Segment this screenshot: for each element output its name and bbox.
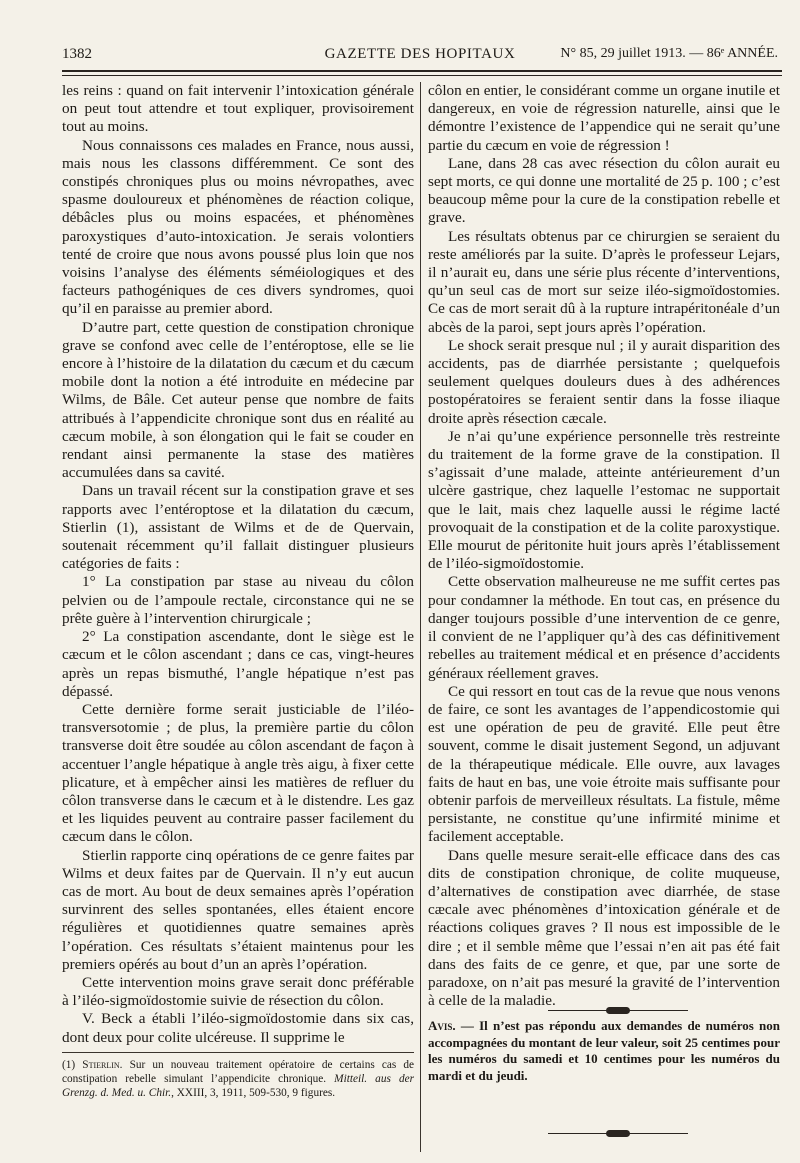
paragraph: Ce qui ressort en tout cas de la revue que nous venons de faire, ce sont les avantages de l’appendicostomie qui est une opération de peu de gravité. Elle peut être souvent, comme le disait justement Segond, un adjuvant de la thérapeutique médicale. Elle ouvre, aux lavages faits de haut en bas, une voie étroite mais suffisante pour obtenir parfois de merveilleux résultats. La fistule, même persistante, ne constitue qu’une infirmité minime et facilement acceptable. xyxy=(428,682,780,846)
paragraph: Lane, dans 28 cas avec résection du côlon aurait eu sept morts, ce qui donne une mortalité de 25 p. 100 ; c’est beaucoup même pour la cure de la constipation rebelle et grave. xyxy=(428,154,780,227)
footnote: (1) Stierlin. Sur un nouveau traitement opératoire de certains cas de constipation rebelle simulant l’appendicite chronique. Mitteil. aus der Grenzg. d. Med. u. Chir., XXIII, 3, 1911, 509-530, 9 figures. xyxy=(62,1059,415,1100)
header-rule-thick xyxy=(62,70,782,72)
paragraph: D’autre part, cette question de constipation chronique grave se confond avec celle de l’entéroptose, elle se lie encore à l’histoire de la dilatation du cæcum et du cæcum mobile dont la notion a été introduite en médecine par Wilms, de Bâle. Cet auteur pense que nombre de faits attribués à l’appendicite chronique sont dus en réalité au cæcum mobile, à son élongation qui le fait se couder en rendant ainsi permanente la stase des matières accumulées dans sa cavité. xyxy=(62,318,414,482)
paragraph: Le shock serait presque nul ; il y aurait disparition des accidents, pas de diarrhée persistante ; quelquefois seulement quelques douleurs dues à des adhérences postopératoires se feraient sentir dans la fosse iliaque droite après résection cæcale. xyxy=(428,336,780,427)
paragraph: 2° La constipation ascendante, dont le siège est le cæcum et le côlon ascendant ; dans ce cas, vingt-heures après un repas bismuthé, l’angle hépatique n’est pas dépassé. xyxy=(62,628,414,700)
column-divider xyxy=(420,82,421,1152)
paragraph: Stierlin rapporte cinq opérations de ce genre faites par Wilms et deux faites par de Quervain. Il n’y eut aucun cas de mort. Au bout de deux semaines après l’opération survinrent des selles spontanées, elles étaient encore régulières et quotidiennes quatre semaines après l’opération. Ces résultats s’étaient maintenus pour les premiers opérés au bout d’un an après l’opération. xyxy=(62,846,414,973)
paragraph: Les résultats obtenus par ce chirurgien se seraient du reste améliorés par la suite. D’après le professeur Lejars, il n’aurait eu, dans une série plus récente d’interventions, qu’un seul cas de mort sur seize iléo-sigmoïdostomies. Ce cas de mort serait dû à la rupture intrapéritonéale d’un abcès de la paroi, sept jours après l’opération. xyxy=(428,227,780,336)
footnote-rule xyxy=(62,1052,414,1053)
paragraph: côlon en entier, le considérant comme un organe inutile et dangereux, en voie de régression naturelle, ainsi que le démontre l’existence de l’appendice qui ne serait qu’une partie du cæcum en voie de régression ! xyxy=(428,82,780,154)
page-number: 1382 xyxy=(62,46,92,62)
ornament-dot xyxy=(606,1007,630,1014)
end-ornament xyxy=(548,1130,688,1138)
paragraph: Nous connaissons ces malades en France, nous aussi, mais nous les classons différemment. Ce sont des constipés chroniques plus ou moins névropathes, avec spasme douloureux et phénomènes de réaction colique, débâcles plus ou moins espacées, et phénomènes paroxystiques d’auto-intoxication. Je serais volontiers tenté de croire que nous avons poussé plus loin que nos voisins l’analyse des éléments séméiologiques et des facteurs pathogéniques de ces divers syndromes, quoi qu’il en paraisse au premier abord. xyxy=(62,136,414,318)
header-rule-thin xyxy=(62,75,782,76)
paragraph: 1° La constipation par stase au niveau du côlon pelvien ou de l’ampoule rectale, circonstance qui ne se prête guère à l’intervention chirurgicale ; xyxy=(62,573,414,627)
issue-info: N° 85, 29 juillet 1913. — 86ᵉ ANNÉE. xyxy=(560,46,778,61)
section-ornament xyxy=(548,1007,688,1015)
journal-title: GAZETTE DES HOPITAUX xyxy=(324,46,516,62)
ornament-dot xyxy=(606,1130,630,1137)
notice xyxy=(428,1018,780,1084)
paragraph: les reins : quand on fait intervenir l’intoxication générale on peut tout attendre et tout expliquer, provisoirement tout au moins. xyxy=(62,82,414,136)
footnote-marker: (1) xyxy=(62,1059,76,1071)
notice-label: Avis. xyxy=(428,1018,456,1033)
footnote-source: Mitteil. aus der Grenzg. d. Med. u. Chir. xyxy=(62,1073,415,1100)
right-column xyxy=(428,82,780,1157)
paragraph: Cette dernière forme serait justiciable de l’iléo-transversotomie ; de plus, la première partie du côlon transverse doit être soudée au côlon ascendant de façon à accentuer l’angle hépatique à angle très aigu, à fixer cette plicature, et à empêcher ainsi les matières de refluer du côlon transverse dans le cæcum et à le distendre. Les gaz et les liquides peuvent au contraire passer facilement du cæcum dans le côlon. xyxy=(62,700,414,846)
left-column xyxy=(62,82,414,1052)
paragraph: V. Beck a établi l’iléo-sigmoïdostomie dans six cas, dont deux pour colite ulcéreuse. Il supprime le xyxy=(62,1010,414,1046)
footnote-author: Stierlin. xyxy=(82,1059,123,1071)
paragraph: Cette observation malheureuse ne me suffit certes pas pour condamner la méthode. En tout cas, en présence du danger toujours possible d’une intervention de ce genre, il convient de ne l’appliquer qu’à des cas définitivement rebelles au traitement médical et en présence d’accidents généraux réellement graves. xyxy=(428,573,780,682)
running-header xyxy=(62,44,778,66)
notice-text: — Il n’est pas répondu aux demandes de numéros non accompagnées du montant de leur valeur, soit 25 centimes pour les numéros du samedi et 10 centimes pour les numéros du mardi et du jeudi. xyxy=(428,1018,781,1083)
paragraph: Cette intervention moins grave serait donc préférable à l’iléo-sigmoïdostomie suivie de résection du côlon. xyxy=(62,973,414,1010)
paragraph: Dans quelle mesure serait-elle efficace dans des cas dits de constipation chronique, de colite muqueuse, d’alternatives de constipation avec diarrhée, de stase cæcale avec phénomènes d’intoxication générale et de réactions coliques graves ? Il nous est impossible de le dire ; et il semble même que l’essai n’en ait pas été fait dans des faits de ce genre, et que, par une sorte de paradoxe, on n’ait pas mesuré la gravité de l’intervention à celle de la maladie. xyxy=(428,846,780,1010)
footnote-text: Sur un nouveau traitement opératoire de certains cas de constipation rebelle simulant l’appendicite chronique. xyxy=(62,1059,414,1086)
paragraph: Dans un travail récent sur la constipation grave et ses rapports avec l’entéroptose et la dilatation du cæcum, Stierlin (1), assistant de Wilms et de de Quervain, soutenait récemment qu’il fallait distinguer plusieurs catégories de faits : xyxy=(62,482,414,573)
footnote-details: XXIII, 3, 1911, 509-530, 9 figures. xyxy=(176,1087,336,1100)
paragraph: Je n’ai qu’une expérience personnelle très restreinte du traitement de la forme grave de la constipation. Il s’agissait d’une malade, atteinte antérieurement d’un ulcère gastrique, chez laquelle l’estomac ne supportait que le lait, mais chez laquelle aussi le régime lacté provoquait de la constipation et de la colite paroxystique. Elle mourut de péritonite huit jours après l’établissement de l’iléo-sigmoïdostomie. xyxy=(428,427,780,573)
